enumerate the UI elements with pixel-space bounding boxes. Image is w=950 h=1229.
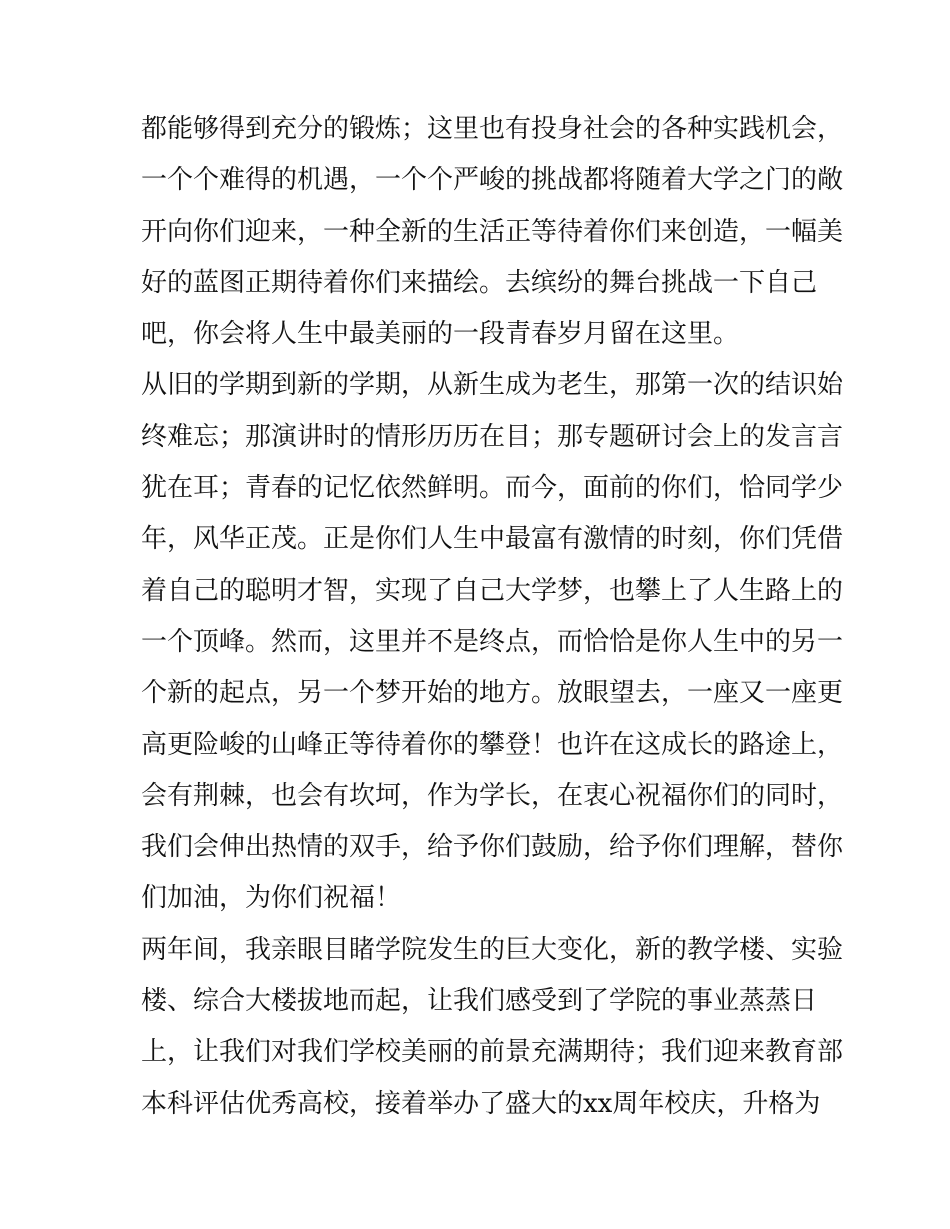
text-line: 会有荆棘，也会有坎坷，作为学长，在衷心祝福你们的同时， — [141, 780, 844, 811]
text-line: 上，让我们对我们学校美丽的前景充满期待；我们迎来教育部 — [141, 1037, 844, 1068]
text-line: 犹在耳；青春的记忆依然鲜明。而今，面前的你们，恰同学少 — [141, 473, 844, 504]
text-line: 高更险峻的山峰正等待着你的攀登！也许在这成长的路途上， — [141, 729, 844, 760]
text-line: 楼、综合大楼拔地而起，让我们感受到了学院的事业蒸蒸日 — [141, 986, 818, 1017]
text-line: 们加油，为你们祝福！ — [141, 883, 402, 914]
text-line: 终难忘；那演讲时的情形历历在目；那专题研讨会上的发言言 — [141, 421, 844, 452]
text-line: 从旧的学期到新的学期，从新生成为老生，那第一次的结识始 — [141, 370, 844, 401]
body-text — [141, 104, 844, 1130]
text-line: 开向你们迎来，一种全新的生活正等待着你们来创造，一幅美 — [141, 216, 844, 247]
text-line: 本科评估优秀高校，接着举办了盛大的xx周年校庆，升格为 — [141, 1088, 821, 1119]
text-line: 个新的起点，另一个梦开始的地方。放眼望去，一座又一座更 — [141, 678, 844, 709]
text-line: 一个个难得的机遇，一个个严峻的挑战都将随着大学之门的敞 — [141, 165, 844, 196]
text-line: 好的蓝图正期待着你们来描绘。去缤纷的舞台挑战一下自己 — [141, 267, 818, 298]
text-line: 都能够得到充分的锻炼；这里也有投身社会的各种实践机会， — [141, 114, 844, 144]
text-line: 我们会伸出热情的双手，给予你们鼓励，给予你们理解，替你 — [141, 832, 844, 863]
text-line: 两年间，我亲眼目睹学院发生的巨大变化，新的教学楼、实验 — [141, 934, 844, 965]
text-line: 年，风华正茂。正是你们人生中最富有激情的时刻，你们凭借 — [141, 524, 844, 555]
text-line: 一个顶峰。然而，这里并不是终点，而恰恰是你人生中的另一 — [141, 626, 844, 657]
text-line: 着自己的聪明才智，实现了自己大学梦，也攀上了人生路上的 — [141, 575, 844, 606]
text-line: 吧，你会将人生中最美丽的一段青春岁月留在这里。 — [141, 319, 740, 350]
